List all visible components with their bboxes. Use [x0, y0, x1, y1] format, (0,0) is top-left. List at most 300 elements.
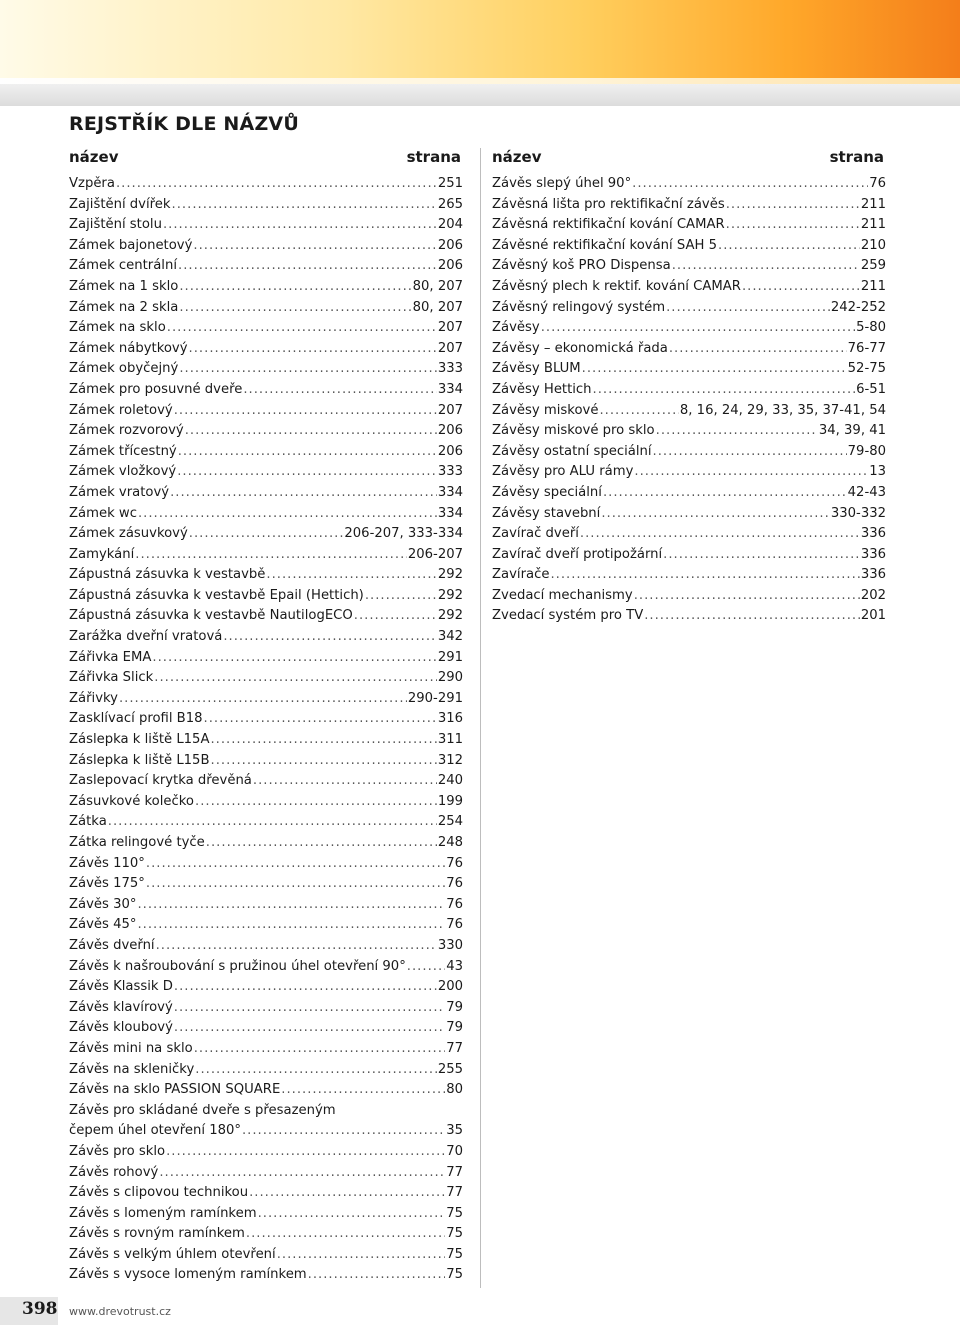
dot-leader [156, 936, 437, 957]
entry-name: Zámek wc [69, 505, 137, 521]
entry-page: 211 [860, 196, 886, 212]
entry-name: Zaslepovací krytka dřevěná [69, 773, 252, 789]
entry-page: 204 [437, 217, 463, 233]
index-entry [69, 1265, 463, 1286]
dot-leader [178, 442, 437, 463]
dot-leader [146, 854, 445, 875]
entry-page: 333 [437, 464, 463, 480]
index-entry [69, 874, 463, 895]
column-header-left [69, 148, 461, 168]
index-entry [492, 421, 886, 442]
entry-name: Zářivka EMA [69, 649, 152, 665]
entry-page: 42-43 [847, 484, 886, 500]
index-entry [69, 1060, 463, 1081]
index-column-right [492, 174, 886, 627]
dot-leader [137, 895, 445, 916]
entry-page: 77 [446, 1164, 463, 1180]
entry-page: 248 [437, 835, 463, 850]
entry-name: Závěs s clipovou technikou [69, 1185, 249, 1201]
entry-page: 342 [437, 629, 463, 645]
dot-leader [663, 545, 860, 566]
entry-name: Zářivka Slick [69, 670, 154, 686]
entry-name: Závěsy [492, 320, 540, 336]
index-entry [69, 215, 463, 236]
index-entry [69, 751, 463, 772]
entry-page: 206-207, 333-334 [344, 526, 463, 542]
index-entry [492, 256, 886, 277]
entry-page: 292 [437, 567, 463, 583]
entry-page: 336 [860, 526, 886, 542]
dot-leader [644, 606, 860, 627]
entry-page: 206 [437, 423, 463, 439]
dot-leader [154, 668, 437, 689]
entry-page: 76 [446, 855, 463, 871]
index-entry [69, 1245, 463, 1266]
dot-leader [593, 380, 856, 401]
index-entry [69, 195, 463, 216]
entry-name: Zámek na 2 skla [69, 299, 179, 315]
entry-name: Závěs s vysoce lomeným ramínkem [69, 1267, 307, 1283]
entry-page: 207 [437, 320, 463, 336]
entry-name: Závěs 110° [69, 855, 145, 871]
dot-leader [138, 504, 437, 525]
entry-name: Zamykání [69, 546, 135, 562]
index-entry [69, 854, 463, 875]
index-entry [492, 545, 886, 566]
entry-page: 334 [437, 505, 463, 521]
dot-leader [167, 318, 437, 339]
entry-name: Závěsy miskové pro sklo [492, 423, 655, 439]
index-entry [69, 1183, 463, 1204]
entry-page: 334 [437, 484, 463, 500]
index-entry [69, 174, 463, 195]
index-entry [492, 236, 886, 257]
dot-leader [170, 483, 437, 504]
entry-page: 79-80 [847, 443, 886, 459]
entry-name: Závěsy – ekonomická řada [492, 340, 668, 356]
dot-leader [174, 977, 437, 998]
index-entry [69, 957, 463, 978]
page-title: REJSTŘÍK DLE NÁZVŮ [69, 113, 299, 135]
entry-name: Závěsný relingový systém [492, 299, 666, 315]
dot-leader [249, 1183, 445, 1204]
dot-leader [601, 504, 830, 525]
index-entry [69, 606, 463, 627]
index-entry [69, 771, 463, 792]
entry-name: Závěsy ostatní speciální [492, 443, 652, 459]
dot-leader [266, 565, 436, 586]
dot-leader [179, 359, 436, 380]
index-entry [492, 504, 886, 525]
index-entry [69, 1163, 463, 1184]
column-header-name: název [492, 148, 542, 166]
dot-leader [174, 401, 437, 422]
column-header-right [492, 148, 884, 168]
index-entry [69, 977, 463, 998]
entry-name: Zámek vložkový [69, 464, 177, 480]
entry-page: 206-207 [407, 546, 463, 562]
entry-page: 43 [446, 958, 463, 974]
entry-page: 292 [437, 608, 463, 624]
index-entry [69, 915, 463, 936]
entry-name: Zápustná zásuvka k vestavbě Epail (Hettich) [69, 587, 364, 603]
entry-page: 8, 16, 24, 29, 33, 35, 37-41, 54 [679, 402, 886, 418]
index-entry [69, 627, 463, 648]
index-entry [69, 256, 463, 277]
dot-leader [135, 545, 407, 566]
entry-name: Závěs pro skládané dveře s přesazeným [69, 1102, 336, 1118]
index-entry [69, 1204, 463, 1225]
page-number: 398 [22, 1299, 58, 1319]
entry-page: 333 [437, 361, 463, 377]
entry-page: 206 [437, 258, 463, 274]
dot-leader [632, 174, 868, 195]
entry-page: 290 [437, 670, 463, 686]
index-entry [69, 833, 463, 854]
entry-name: Zavírače [492, 567, 550, 583]
entry-name: Zvedací systém pro TV [492, 608, 644, 624]
entry-name: Závěs rohový [69, 1164, 159, 1180]
entry-name: Závěsné rektifikační kování SAH 5 [492, 237, 718, 253]
entry-page: 312 [437, 752, 463, 768]
entry-name: Závěsy BLUM [492, 361, 581, 377]
entry-name: Zápustná zásuvka k vestavbě [69, 567, 266, 583]
dot-leader [281, 1080, 445, 1101]
entry-name: Závěsný koš PRO Dispensa [492, 258, 671, 274]
entry-name: Zátka [69, 814, 107, 830]
column-header-page: strana [829, 148, 884, 166]
entry-page: 76-77 [847, 340, 886, 356]
entry-page: 330 [437, 937, 463, 953]
dot-leader [718, 236, 860, 257]
dot-leader [223, 627, 436, 648]
dot-leader [669, 339, 847, 360]
entry-page: 240 [437, 773, 463, 789]
index-entry [69, 792, 463, 813]
dot-leader [726, 215, 860, 236]
dot-leader [137, 915, 445, 936]
dot-leader [243, 380, 436, 401]
index-entry [69, 401, 463, 422]
dot-leader [308, 1265, 446, 1286]
entry-name: Zámek na sklo [69, 320, 166, 336]
entry-name: Zarážka dveřní vratová [69, 629, 223, 645]
index-entry [69, 1142, 463, 1163]
entry-page: 76 [446, 876, 463, 892]
dot-leader [580, 524, 860, 545]
index-entry [69, 689, 463, 710]
entry-name: Závěs s rovným ramínkem [69, 1226, 245, 1242]
dot-leader [152, 648, 436, 669]
index-entry [69, 545, 463, 566]
header-banner [0, 0, 960, 78]
entry-name: Zajištění dvířek [69, 196, 171, 212]
entry-name: Závěs klavírový [69, 999, 173, 1015]
entry-page: 336 [860, 546, 886, 562]
dot-leader [172, 195, 437, 216]
entry-name: Závěs 30° [69, 896, 137, 912]
entry-page: 6-51 [856, 381, 886, 397]
index-entry [492, 174, 886, 195]
entry-page: 76 [446, 896, 463, 912]
entry-page: 13 [869, 464, 886, 480]
entry-name: Závěs slepý úhel 90° [492, 176, 632, 191]
entry-page: 79 [446, 999, 463, 1015]
entry-page: 80, 207 [412, 299, 463, 315]
entry-name: Zámek obyčejný [69, 361, 179, 377]
entry-name: Zámek roletový [69, 402, 173, 418]
entry-page: 79 [446, 1020, 463, 1036]
entry-page: 75 [446, 1267, 463, 1283]
entry-name: Zámek pro posuvné dveře [69, 381, 243, 397]
entry-name: Zvedací mechanismy [492, 587, 633, 603]
entry-name: Závěs 45° [69, 917, 137, 933]
index-entry [69, 998, 463, 1019]
dot-leader [599, 401, 678, 422]
entry-name: Závěsy speciální [492, 484, 602, 500]
entry-name: Zajištění stolu [69, 217, 162, 233]
index-entry [69, 1080, 463, 1101]
entry-name: Závěsy pro ALU rámy [492, 464, 634, 480]
dot-leader [119, 689, 407, 710]
column-header-name: název [69, 148, 119, 166]
entry-name: Zásuvkové kolečko [69, 793, 194, 809]
entry-page: 70 [446, 1143, 463, 1159]
index-entry [492, 359, 886, 380]
index-entry [69, 298, 463, 319]
entry-name: Zámek rozvorový [69, 423, 184, 439]
entry-name: Zářivky [69, 690, 118, 706]
dot-leader [582, 359, 847, 380]
entry-page: 254 [437, 814, 463, 830]
entry-page: 199 [437, 793, 463, 809]
dot-leader [253, 771, 437, 792]
entry-name: Závěs kloubový [69, 1020, 173, 1036]
entry-name: Zavírač dveří [492, 526, 579, 542]
index-entry [69, 730, 463, 751]
entry-name: Závěsný plech k rektif. kování CAMAR [492, 278, 741, 294]
dot-leader [194, 1039, 446, 1060]
entry-page: 251 [437, 176, 463, 191]
entry-name: Vzpěra [69, 176, 115, 191]
entry-name: Závěs na skleničky [69, 1061, 195, 1077]
dot-leader [179, 298, 411, 319]
entry-page: 330-332 [830, 505, 886, 521]
entry-page: 80, 207 [412, 278, 463, 294]
entry-name: Záslepka k liště L15A [69, 732, 210, 748]
entry-page: 75 [446, 1205, 463, 1221]
entry-name: Zámek zásuvkový [69, 526, 188, 542]
entry-name: Zavírač dveří protipožární [492, 546, 663, 562]
index-entry [69, 524, 463, 545]
entry-name: Závěs s lomeným ramínkem [69, 1205, 257, 1221]
index-entry [492, 462, 886, 483]
entry-page: 34, 39, 41 [818, 423, 886, 439]
entry-name: Závěs s velkým úhlem otevření [69, 1246, 276, 1262]
entry-page: 206 [437, 443, 463, 459]
dot-leader [603, 483, 847, 504]
entry-name: Záslepka k liště L15B [69, 752, 210, 768]
index-entry [69, 648, 463, 669]
index-entry [492, 483, 886, 504]
dot-leader [541, 318, 855, 339]
dot-leader [195, 1060, 437, 1081]
entry-name: Závěs k našroubování s pružinou úhel otevření 90° [69, 958, 406, 974]
index-entry [492, 195, 886, 216]
entry-page: 5-80 [856, 320, 886, 336]
entry-name: Zámek na 1 sklo [69, 278, 179, 294]
entry-page: 207 [437, 340, 463, 356]
dot-leader [179, 277, 411, 298]
entry-page: 292 [437, 587, 463, 603]
entry-name: Závěsy stavební [492, 505, 601, 521]
index-entry [69, 339, 463, 360]
entry-page: 311 [437, 732, 463, 748]
dot-leader [653, 442, 847, 463]
column-header-page: strana [406, 148, 461, 166]
index-entry [492, 277, 886, 298]
entry-page: 316 [437, 711, 463, 727]
dot-leader [634, 586, 860, 607]
entry-name: Závěs na sklo PASSION SQUARE [69, 1082, 281, 1098]
index-entry [69, 812, 463, 833]
index-entry [69, 1039, 463, 1060]
index-entry [492, 298, 886, 319]
index-entry [69, 483, 463, 504]
dot-leader [726, 195, 860, 216]
column-divider [480, 148, 481, 1288]
index-entry [492, 606, 886, 627]
entry-page: 211 [860, 278, 886, 294]
dot-leader [407, 957, 445, 978]
entry-name: Závěs dveřní [69, 937, 155, 953]
entry-name: Závěsy miskové [492, 402, 599, 418]
entry-name: Zámek třícestný [69, 443, 177, 459]
dot-leader [634, 462, 868, 483]
index-column-left [69, 174, 463, 1286]
index-entry [69, 936, 463, 957]
index-entry [69, 236, 463, 257]
index-entry [69, 421, 463, 442]
index-entry [492, 215, 886, 236]
dot-leader [210, 730, 436, 751]
entry-name: Zámek bajonetový [69, 237, 193, 253]
dot-leader [166, 1142, 445, 1163]
index-entry [69, 895, 463, 916]
entry-page: 35 [446, 1123, 463, 1139]
dot-leader [246, 1224, 445, 1245]
dot-leader [108, 812, 437, 833]
entry-page: 77 [446, 1040, 463, 1056]
entry-name: Závěs pro sklo [69, 1143, 166, 1159]
entry-name: Zámek nábytkový [69, 340, 188, 356]
dot-leader [193, 236, 436, 257]
dot-leader [211, 751, 437, 772]
dot-leader [195, 792, 437, 813]
index-entry [492, 565, 886, 586]
website-link[interactable]: www.drevotrust.cz [69, 1305, 171, 1318]
index-entry [492, 380, 886, 401]
entry-name: Závěs Klassik D [69, 979, 173, 995]
entry-page: 211 [860, 217, 886, 233]
index-entry [492, 318, 886, 339]
dot-leader [163, 215, 437, 236]
entry-name: Zámek vratový [69, 484, 170, 500]
entry-page: 242-252 [830, 299, 886, 315]
entry-page: 290-291 [407, 690, 463, 706]
dot-leader [177, 462, 437, 483]
entry-name: Zasklívací profil B18 [69, 711, 203, 727]
entry-name: Závěsná lišta pro rektifikační závěs [492, 196, 725, 212]
dot-leader [174, 998, 445, 1019]
entry-page: 336 [860, 567, 886, 583]
header-band [0, 84, 960, 106]
dot-leader [185, 421, 437, 442]
index-entry [492, 524, 886, 545]
dot-leader [189, 339, 437, 360]
index-entry [69, 277, 463, 298]
dot-leader [656, 421, 818, 442]
entry-name: Zápustná zásuvka k vestavbě NautilogECO [69, 608, 353, 624]
entry-page: 265 [437, 196, 463, 212]
entry-name: Závěsná rektifikační kování CAMAR [492, 217, 725, 233]
entry-page: 77 [446, 1185, 463, 1201]
dot-leader [242, 1121, 445, 1142]
entry-page: 75 [446, 1246, 463, 1262]
entry-name: Závěsy Hettich [492, 381, 592, 397]
dot-leader [189, 524, 344, 545]
entry-page: 75 [446, 1226, 463, 1242]
dot-leader [178, 256, 437, 277]
entry-page: 201 [860, 608, 886, 624]
dot-leader [666, 298, 830, 319]
index-entry [492, 401, 886, 422]
dot-leader [550, 565, 859, 586]
index-entry [492, 586, 886, 607]
index-entry [69, 1224, 463, 1245]
entry-page: 255 [437, 1061, 463, 1077]
index-entry [69, 1101, 463, 1122]
dot-leader [258, 1204, 446, 1225]
entry-name: Závěs mini na sklo [69, 1040, 193, 1056]
dot-leader [206, 833, 437, 854]
entry-name: čepem úhel otevření 180° [69, 1123, 241, 1139]
entry-name: Závěs 175° [69, 876, 145, 892]
index-entry [69, 586, 463, 607]
index-entry [69, 668, 463, 689]
index-entry [69, 442, 463, 463]
index-entry [69, 504, 463, 525]
entry-page: 334 [437, 381, 463, 397]
entry-page: 210 [860, 237, 886, 253]
entry-page: 76 [869, 176, 886, 191]
entry-name: Zátka relingové tyče [69, 835, 205, 850]
dot-leader [146, 874, 445, 895]
dot-leader [116, 174, 437, 195]
index-entry [69, 318, 463, 339]
index-entry [69, 1018, 463, 1039]
dot-leader [204, 709, 437, 730]
entry-name: Zámek centrální [69, 258, 177, 274]
dot-leader [277, 1245, 446, 1266]
entry-page: 207 [437, 402, 463, 418]
index-entry [69, 380, 463, 401]
dot-leader [672, 256, 860, 277]
entry-page: 200 [437, 979, 463, 995]
dot-leader [742, 277, 860, 298]
entry-page: 76 [446, 917, 463, 933]
entry-page: 202 [860, 587, 886, 603]
